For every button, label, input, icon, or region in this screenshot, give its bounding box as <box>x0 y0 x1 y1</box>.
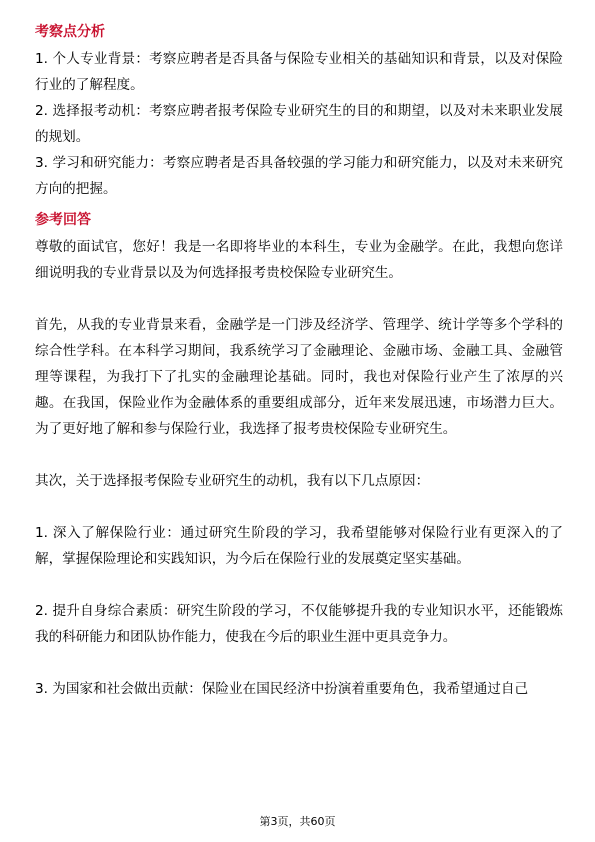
analysis-item-1: 1. 个人专业背景：考察应聘者是否具备与保险专业相关的基础知识和背景，以及对保险行业的了解程度。 <box>35 51 563 93</box>
answer-reason-1: 1. 深入了解保险行业：通过研究生阶段的学习，我希望能够对保险行业有更深入的了解，掌握保险理论和实践知识，为今后在保险行业的发展奠定坚实基础。 <box>35 525 563 567</box>
answer-paragraph-motivation-intro: 其次，关于选择报考保险专业研究生的动机，我有以下几点原因： <box>35 473 430 489</box>
analysis-item-2: 2. 选择报考动机：考察应聘者报考保险专业研究生的目的和期望，以及对未来职业发展的规划。 <box>35 103 563 145</box>
answer-paragraph-intro: 尊敬的面试官，您好！我是一名即将毕业的本科生，专业为金融学。在此，我想向您详细说明我的专业背景以及为何选择报考贵校保险专业研究生。 <box>35 239 563 281</box>
page-number: 第3页，共60页 <box>259 815 336 828</box>
section-heading-analysis: 考察点分析 <box>35 24 105 40</box>
answer-reason-3: 3. 为国家和社会做出贡献：保险业在国民经济中扮演着重要角色，我希望通过自己 <box>35 681 529 697</box>
answer-reason-2: 2. 提升自身综合素质：研究生阶段的学习，不仅能够提升我的专业知识水平，还能锻炼我的科研能力和团队协作能力，使我在今后的职业生涯中更具竞争力。 <box>35 603 563 645</box>
document-body <box>35 22 563 702</box>
section-heading-answer: 参考回答 <box>35 212 91 228</box>
answer-paragraph-background: 首先，从我的专业背景来看，金融学是一门涉及经济学、管理学、统计学等多个学科的综合性学科。在本科学习期间，我系统学习了金融理论、金融市场、金融工具、金融管理等课程，为我打下了扎实的金融理论基础。同时，我也对保险行业产生了浓厚的兴趣。在我国，保险业作为金融体系的重要组成部分，近年来发展迅速，市场潜力巨大。为了更好地了解和参与保险行业，我选择了报考贵校保险专业研究生。 <box>35 317 563 437</box>
analysis-item-3: 3. 学习和研究能力：考察应聘者是否具备较强的学习能力和研究能力，以及对未来研究方向的把握。 <box>35 155 563 197</box>
